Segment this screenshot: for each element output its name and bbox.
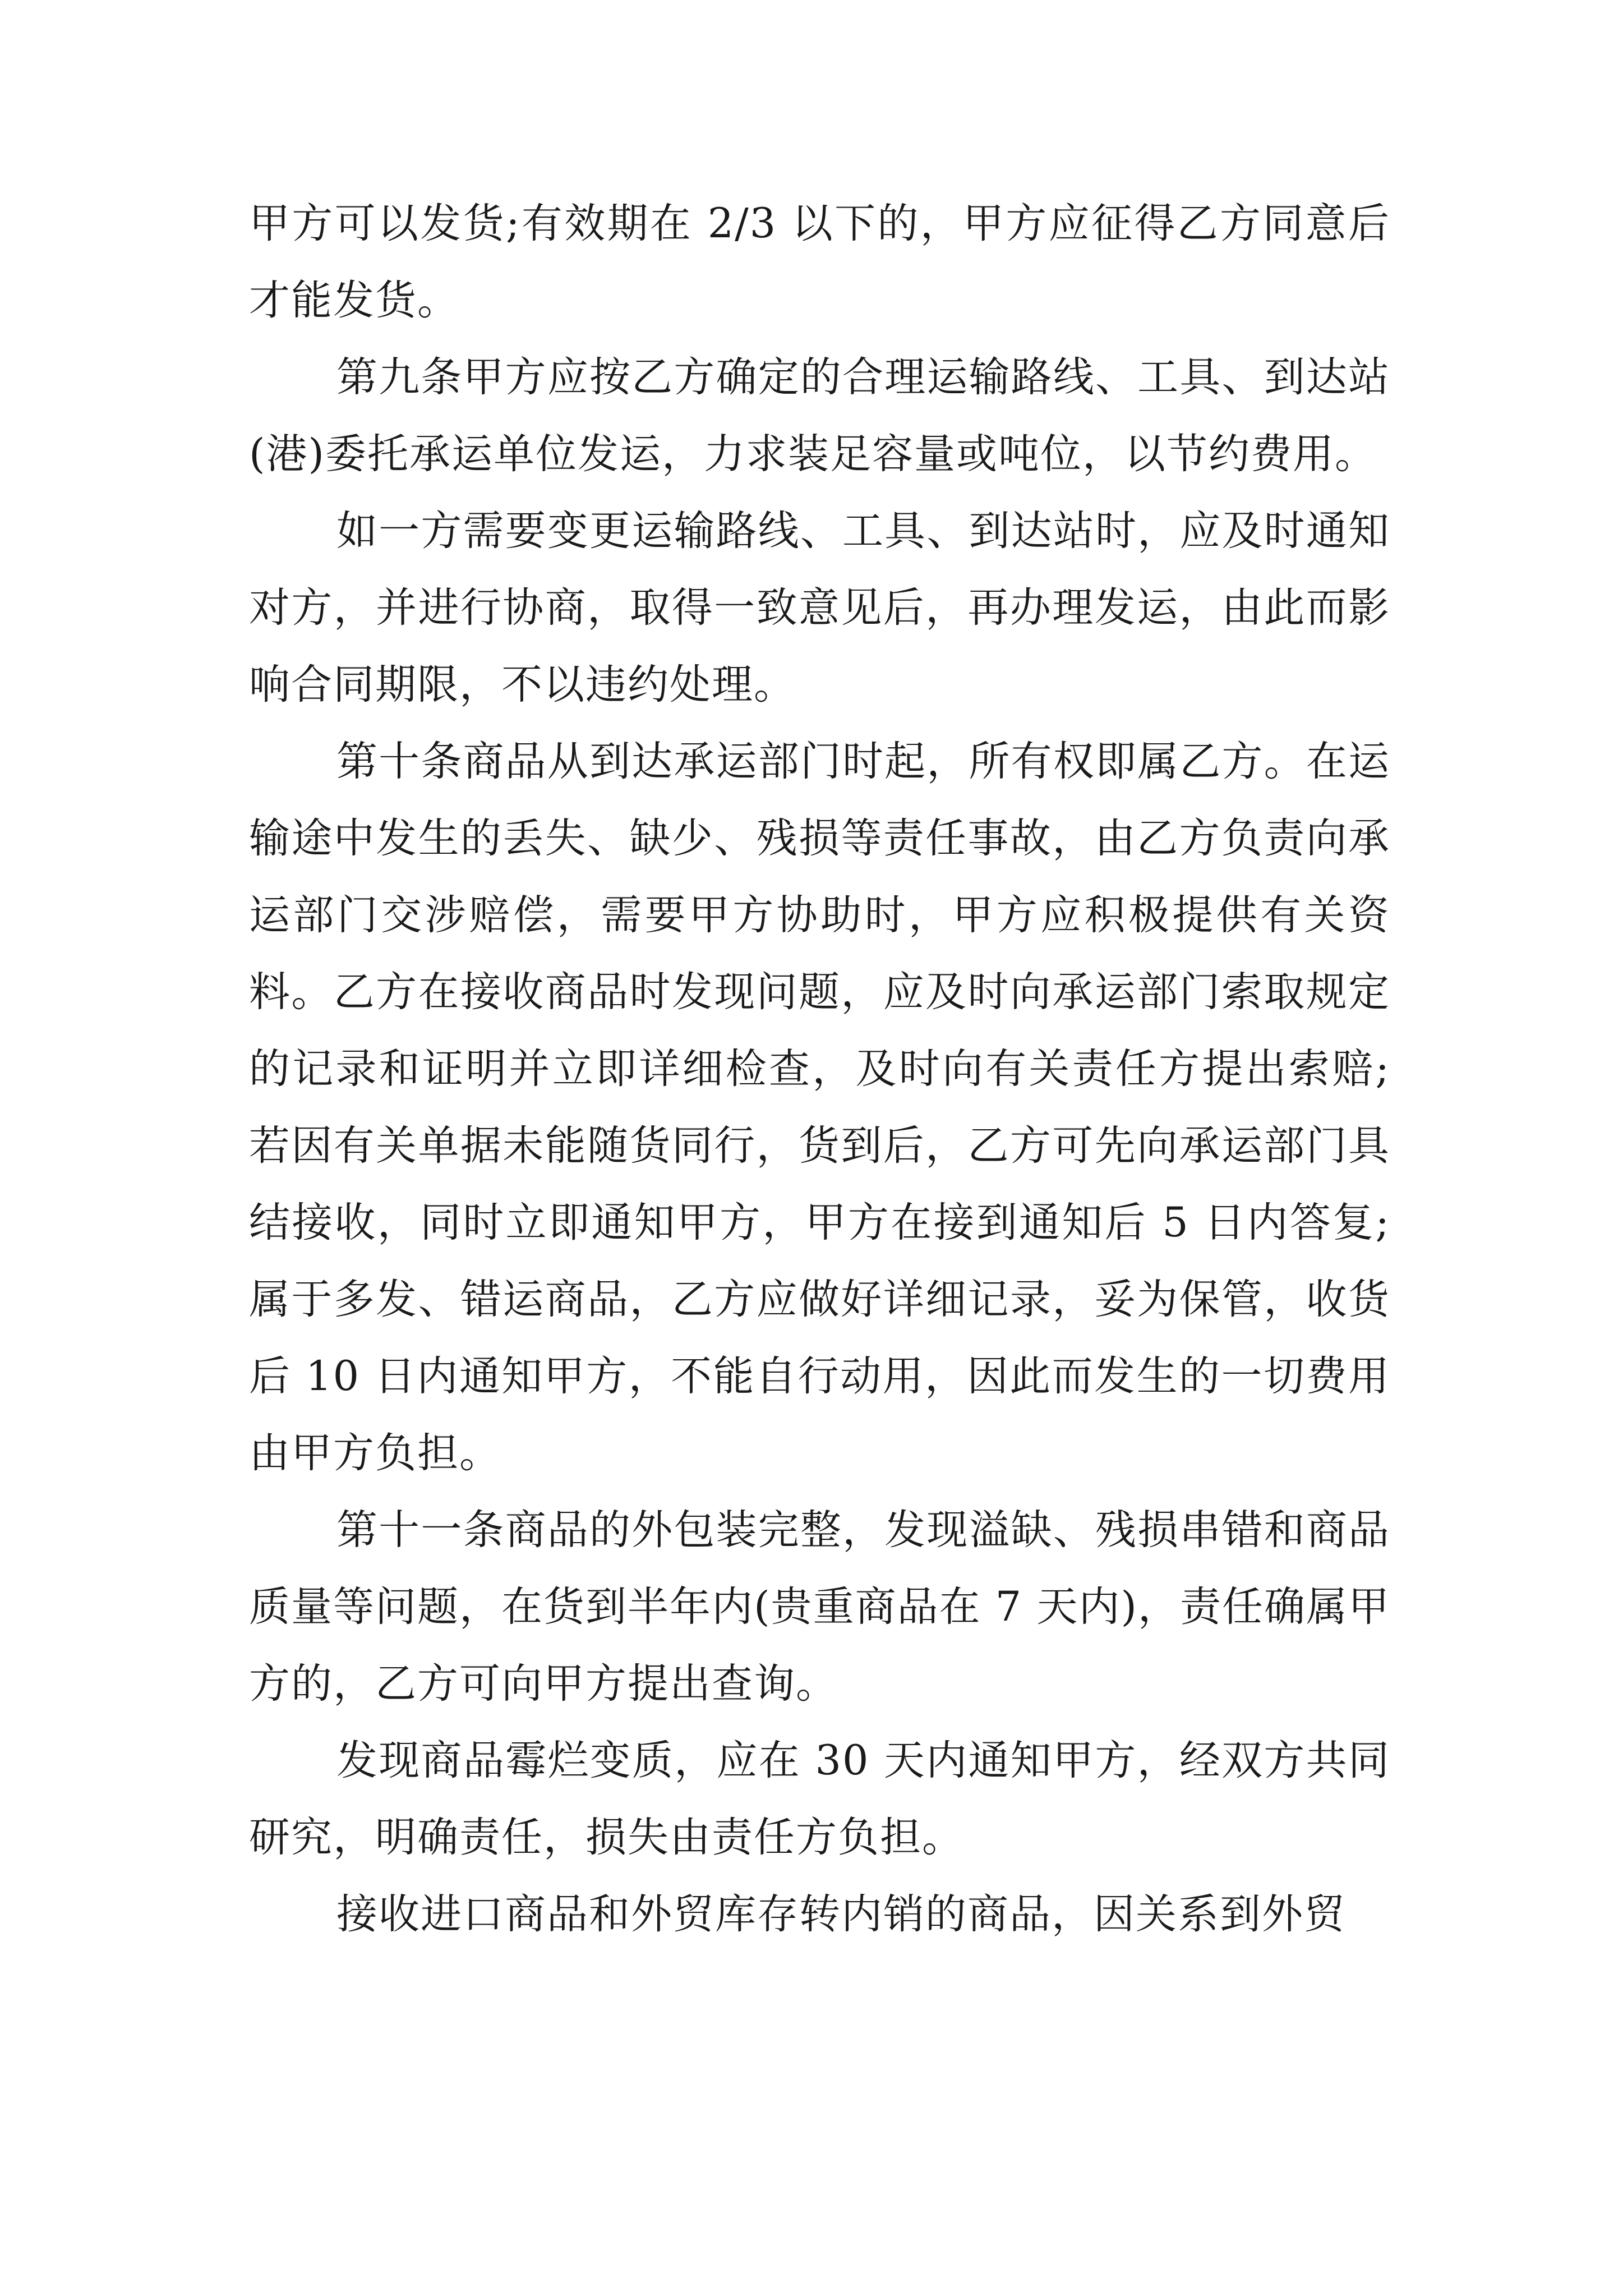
paragraph-2: 第九条甲方应按乙方确定的合理运输路线、工具、到达站(港)委托承运单位发运，力求装足容量或吨位，以节约费用。 bbox=[249, 353, 1390, 478]
paragraph-7: 接收进口商品和外贸库存转内销的商品，因关系到外贸 bbox=[336, 1890, 1346, 1938]
paragraph-3: 如一方需要变更运输路线、工具、到达站时，应及时通知对方，并进行协商，取得一致意见后，再办理发运，由此而影响合同期限，不以违约处理。 bbox=[249, 507, 1390, 708]
document-body bbox=[249, 185, 1390, 1953]
paragraph-5: 第十一条商品的外包装完整，发现溢缺、残损串错和商品质量等问题，在货到半年内(贵重商品在 7 天内)，责任确属甲方的，乙方可向甲方提出查询。 bbox=[249, 1506, 1390, 1708]
paragraph-1: 甲方可以发货;有效期在 2/3 以下的，甲方应征得乙方同意后才能发货。 bbox=[249, 200, 1390, 324]
paragraph-4: 第十条商品从到达承运部门时起，所有权即属乙方。在运输途中发生的丢失、缺少、残损等责任事故，由乙方负责向承运部门交涉赔偿，需要甲方协助时，甲方应积极提供有关资料。乙方在接收商品时发现问题，应及时向承运部门索取规定的记录和证明并立即详细检查，及时向有关责任方提出索赔;若因有关单据未能随货同行，货到后，乙方可先向承运部门具结接收，同时立即通知甲方，甲方在接到通知后 5 日内答复;属于多发、错运商品，乙方应做好详细记录，妥为保管，收货后 10 日内通知甲方，不能自行动用，因此而发生的一切费用由甲方负担。 bbox=[249, 738, 1390, 1477]
paragraph-6: 发现商品霉烂变质，应在 30 天内通知甲方，经双方共同研究，明确责任，损失由责任方负担。 bbox=[249, 1737, 1390, 1861]
